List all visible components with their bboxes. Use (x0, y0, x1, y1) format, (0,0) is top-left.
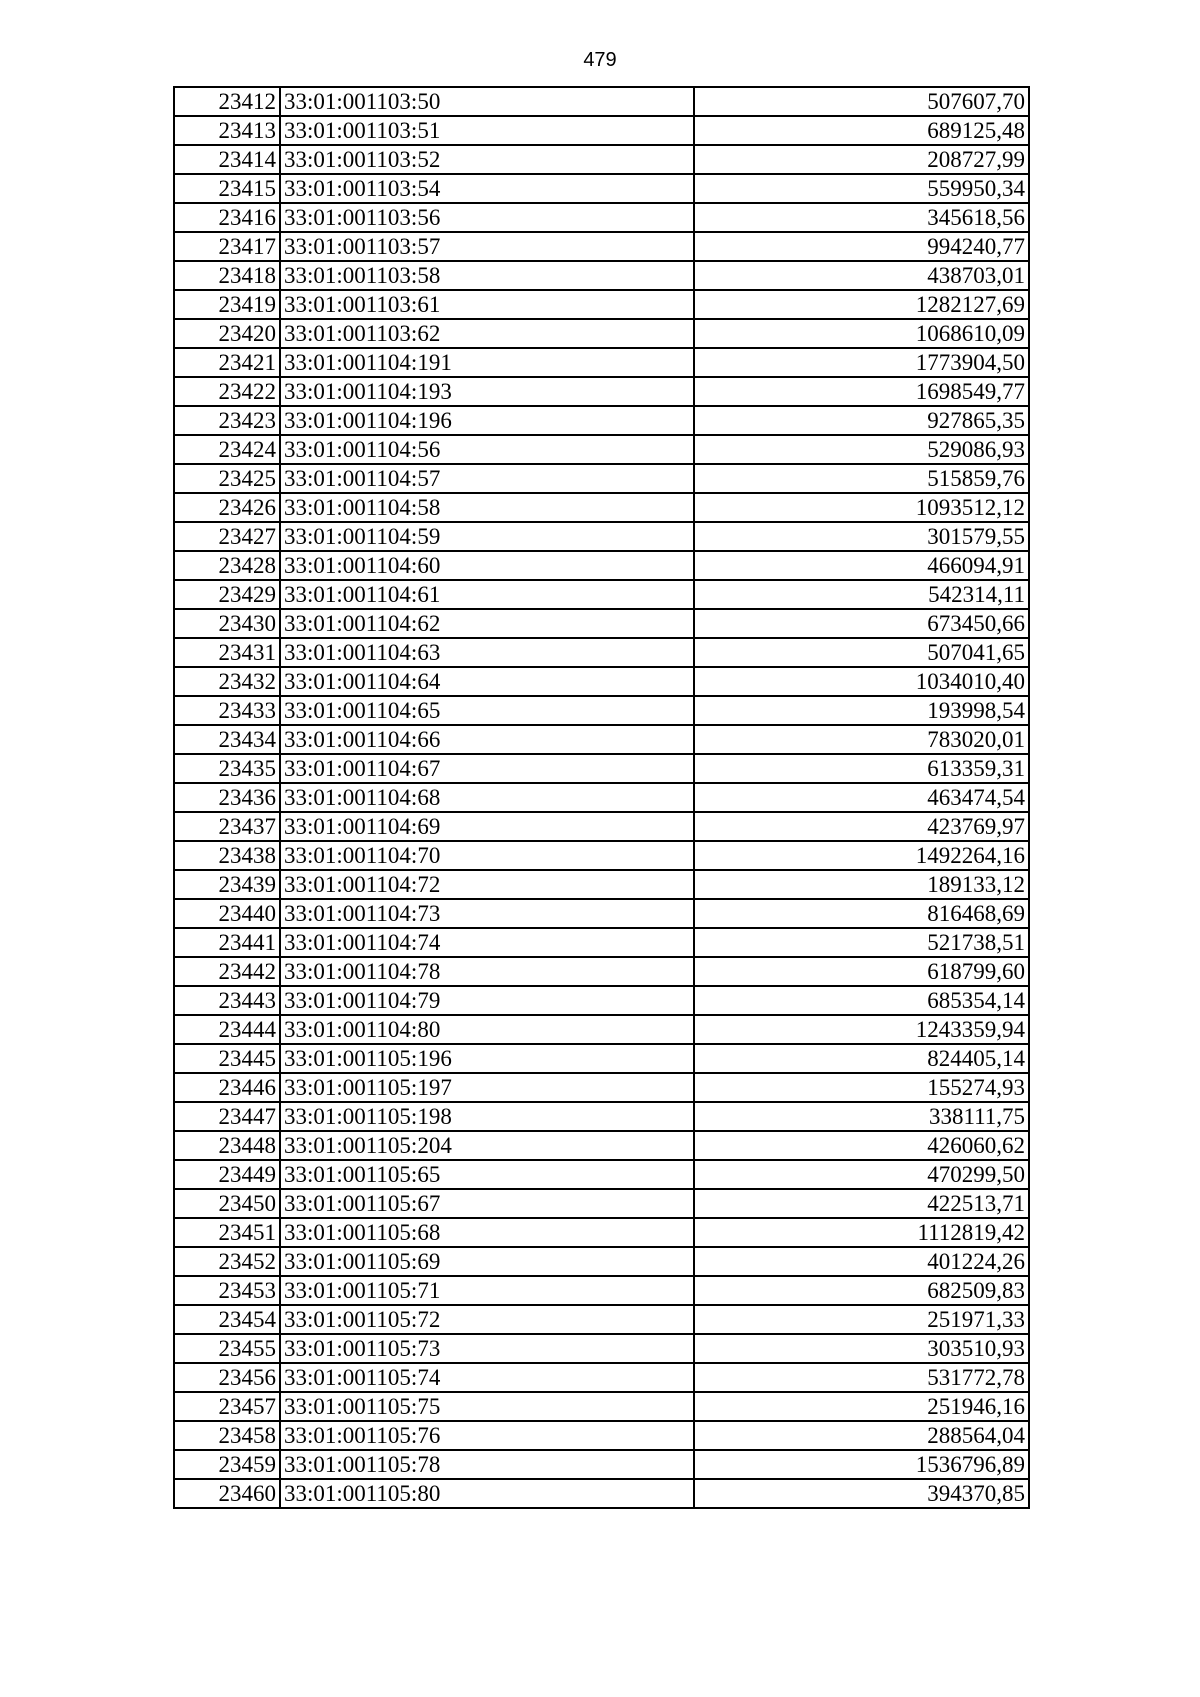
row-number-cell: 23448 (174, 1131, 280, 1160)
cadastral-number-cell: 33:01:001104:59 (280, 522, 694, 551)
row-number-cell: 23445 (174, 1044, 280, 1073)
table-row (174, 116, 1029, 145)
value-cell: 1112819,42 (694, 1218, 1029, 1247)
value-cell: 1492264,16 (694, 841, 1029, 870)
row-number-cell: 23444 (174, 1015, 280, 1044)
cadastral-number-cell: 33:01:001103:58 (280, 261, 694, 290)
row-number-cell: 23435 (174, 754, 280, 783)
value-cell: 155274,93 (694, 1073, 1029, 1102)
table-row (174, 841, 1029, 870)
cadastral-number-cell: 33:01:001103:51 (280, 116, 694, 145)
row-number-cell: 23458 (174, 1421, 280, 1450)
row-number-cell: 23451 (174, 1218, 280, 1247)
row-number-cell: 23426 (174, 493, 280, 522)
cadastral-number-cell: 33:01:001103:61 (280, 290, 694, 319)
row-number-cell: 23418 (174, 261, 280, 290)
cadastral-number-cell: 33:01:001105:68 (280, 1218, 694, 1247)
cadastral-number-cell: 33:01:001104:57 (280, 464, 694, 493)
row-number-cell: 23428 (174, 551, 280, 580)
value-cell: 401224,26 (694, 1247, 1029, 1276)
table-row (174, 1479, 1029, 1508)
table-row (174, 1392, 1029, 1421)
row-number-cell: 23415 (174, 174, 280, 203)
row-number-cell: 23420 (174, 319, 280, 348)
table-row (174, 435, 1029, 464)
value-cell: 463474,54 (694, 783, 1029, 812)
table-row (174, 1131, 1029, 1160)
row-number-cell: 23412 (174, 87, 280, 116)
registry-table (173, 86, 1030, 1509)
row-number-cell: 23434 (174, 725, 280, 754)
table-row (174, 1305, 1029, 1334)
table-row (174, 783, 1029, 812)
cadastral-number-cell: 33:01:001104:79 (280, 986, 694, 1015)
table-row (174, 1102, 1029, 1131)
table-row (174, 290, 1029, 319)
table-row (174, 1363, 1029, 1392)
row-number-cell: 23447 (174, 1102, 280, 1131)
row-number-cell: 23436 (174, 783, 280, 812)
cadastral-number-cell: 33:01:001104:80 (280, 1015, 694, 1044)
page-number: 479 (583, 49, 617, 71)
row-number-cell: 23450 (174, 1189, 280, 1218)
cadastral-number-cell: 33:01:001104:191 (280, 348, 694, 377)
cadastral-number-cell: 33:01:001105:80 (280, 1479, 694, 1508)
value-cell: 394370,85 (694, 1479, 1029, 1508)
row-number-cell: 23423 (174, 406, 280, 435)
value-cell: 613359,31 (694, 754, 1029, 783)
cadastral-number-cell: 33:01:001104:69 (280, 812, 694, 841)
cadastral-number-cell: 33:01:001105:72 (280, 1305, 694, 1334)
cadastral-number-cell: 33:01:001104:64 (280, 667, 694, 696)
row-number-cell: 23431 (174, 638, 280, 667)
row-number-cell: 23457 (174, 1392, 280, 1421)
cadastral-number-cell: 33:01:001103:50 (280, 87, 694, 116)
cadastral-number-cell: 33:01:001104:62 (280, 609, 694, 638)
cadastral-number-cell: 33:01:001105:71 (280, 1276, 694, 1305)
table-row (174, 348, 1029, 377)
row-number-cell: 23422 (174, 377, 280, 406)
value-cell: 470299,50 (694, 1160, 1029, 1189)
value-cell: 531772,78 (694, 1363, 1029, 1392)
value-cell: 618799,60 (694, 957, 1029, 986)
table-row (174, 1015, 1029, 1044)
value-cell: 251946,16 (694, 1392, 1029, 1421)
value-cell: 1282127,69 (694, 290, 1029, 319)
table-row (174, 986, 1029, 1015)
table-row (174, 1073, 1029, 1102)
cadastral-number-cell: 33:01:001104:61 (280, 580, 694, 609)
cadastral-number-cell: 33:01:001105:73 (280, 1334, 694, 1363)
table-row (174, 870, 1029, 899)
row-number-cell: 23439 (174, 870, 280, 899)
cadastral-number-cell: 33:01:001103:52 (280, 145, 694, 174)
value-cell: 507607,70 (694, 87, 1029, 116)
table-row (174, 377, 1029, 406)
value-cell: 507041,65 (694, 638, 1029, 667)
value-cell: 438703,01 (694, 261, 1029, 290)
value-cell: 193998,54 (694, 696, 1029, 725)
value-cell: 423769,97 (694, 812, 1029, 841)
table-row (174, 1044, 1029, 1073)
table-row (174, 493, 1029, 522)
cadastral-number-cell: 33:01:001105:76 (280, 1421, 694, 1450)
value-cell: 301579,55 (694, 522, 1029, 551)
cadastral-number-cell: 33:01:001104:193 (280, 377, 694, 406)
table-row (174, 580, 1029, 609)
row-number-cell: 23425 (174, 464, 280, 493)
row-number-cell: 23427 (174, 522, 280, 551)
row-number-cell: 23419 (174, 290, 280, 319)
value-cell: 1773904,50 (694, 348, 1029, 377)
value-cell: 515859,76 (694, 464, 1029, 493)
value-cell: 529086,93 (694, 435, 1029, 464)
value-cell: 251971,33 (694, 1305, 1029, 1334)
table-row (174, 464, 1029, 493)
cadastral-number-cell: 33:01:001104:56 (280, 435, 694, 464)
cadastral-number-cell: 33:01:001104:78 (280, 957, 694, 986)
table-row (174, 696, 1029, 725)
table-body (174, 87, 1029, 1508)
table-row (174, 812, 1029, 841)
value-cell: 208727,99 (694, 145, 1029, 174)
table-row (174, 667, 1029, 696)
row-number-cell: 23459 (174, 1450, 280, 1479)
value-cell: 521738,51 (694, 928, 1029, 957)
row-number-cell: 23417 (174, 232, 280, 261)
cadastral-number-cell: 33:01:001105:67 (280, 1189, 694, 1218)
table-row (174, 551, 1029, 580)
value-cell: 994240,77 (694, 232, 1029, 261)
row-number-cell: 23438 (174, 841, 280, 870)
cadastral-number-cell: 33:01:001105:196 (280, 1044, 694, 1073)
table-row (174, 203, 1029, 232)
value-cell: 466094,91 (694, 551, 1029, 580)
value-cell: 673450,66 (694, 609, 1029, 638)
cadastral-number-cell: 33:01:001104:60 (280, 551, 694, 580)
cadastral-number-cell: 33:01:001103:54 (280, 174, 694, 203)
table-row (174, 928, 1029, 957)
cadastral-number-cell: 33:01:001104:68 (280, 783, 694, 812)
value-cell: 816468,69 (694, 899, 1029, 928)
cadastral-number-cell: 33:01:001104:72 (280, 870, 694, 899)
cadastral-number-cell: 33:01:001104:73 (280, 899, 694, 928)
row-number-cell: 23449 (174, 1160, 280, 1189)
table-row (174, 232, 1029, 261)
cadastral-number-cell: 33:01:001104:63 (280, 638, 694, 667)
row-number-cell: 23414 (174, 145, 280, 174)
cadastral-number-cell: 33:01:001104:65 (280, 696, 694, 725)
table-row (174, 1421, 1029, 1450)
value-cell: 189133,12 (694, 870, 1029, 899)
value-cell: 1536796,89 (694, 1450, 1029, 1479)
value-cell: 1068610,09 (694, 319, 1029, 348)
row-number-cell: 23443 (174, 986, 280, 1015)
value-cell: 1698549,77 (694, 377, 1029, 406)
cadastral-number-cell: 33:01:001103:57 (280, 232, 694, 261)
cadastral-number-cell: 33:01:001104:58 (280, 493, 694, 522)
cadastral-number-cell: 33:01:001104:74 (280, 928, 694, 957)
table-row (174, 522, 1029, 551)
value-cell: 303510,93 (694, 1334, 1029, 1363)
row-number-cell: 23442 (174, 957, 280, 986)
value-cell: 682509,83 (694, 1276, 1029, 1305)
table-row (174, 1450, 1029, 1479)
table-row (174, 957, 1029, 986)
row-number-cell: 23437 (174, 812, 280, 841)
table-row (174, 754, 1029, 783)
value-cell: 783020,01 (694, 725, 1029, 754)
cadastral-number-cell: 33:01:001105:69 (280, 1247, 694, 1276)
cadastral-number-cell: 33:01:001104:70 (280, 841, 694, 870)
table-row (174, 1334, 1029, 1363)
table-row (174, 1218, 1029, 1247)
row-number-cell: 23452 (174, 1247, 280, 1276)
value-cell: 422513,71 (694, 1189, 1029, 1218)
table-row (174, 406, 1029, 435)
value-cell: 927865,35 (694, 406, 1029, 435)
row-number-cell: 23432 (174, 667, 280, 696)
table-row (174, 1160, 1029, 1189)
value-cell: 559950,34 (694, 174, 1029, 203)
cadastral-number-cell: 33:01:001103:62 (280, 319, 694, 348)
value-cell: 689125,48 (694, 116, 1029, 145)
row-number-cell: 23440 (174, 899, 280, 928)
value-cell: 1243359,94 (694, 1015, 1029, 1044)
value-cell: 288564,04 (694, 1421, 1029, 1450)
cadastral-number-cell: 33:01:001104:66 (280, 725, 694, 754)
value-cell: 1034010,40 (694, 667, 1029, 696)
value-cell: 542314,11 (694, 580, 1029, 609)
row-number-cell: 23456 (174, 1363, 280, 1392)
cadastral-number-cell: 33:01:001105:78 (280, 1450, 694, 1479)
cadastral-number-cell: 33:01:001105:75 (280, 1392, 694, 1421)
value-cell: 426060,62 (694, 1131, 1029, 1160)
value-cell: 685354,14 (694, 986, 1029, 1015)
row-number-cell: 23413 (174, 116, 280, 145)
cadastral-number-cell: 33:01:001103:56 (280, 203, 694, 232)
table-row (174, 1189, 1029, 1218)
table-row (174, 174, 1029, 203)
row-number-cell: 23430 (174, 609, 280, 638)
table-row (174, 1276, 1029, 1305)
row-number-cell: 23421 (174, 348, 280, 377)
cadastral-number-cell: 33:01:001105:197 (280, 1073, 694, 1102)
cadastral-number-cell: 33:01:001105:198 (280, 1102, 694, 1131)
table-row (174, 87, 1029, 116)
cadastral-number-cell: 33:01:001104:196 (280, 406, 694, 435)
row-number-cell: 23455 (174, 1334, 280, 1363)
table-row (174, 1247, 1029, 1276)
cadastral-number-cell: 33:01:001104:67 (280, 754, 694, 783)
row-number-cell: 23424 (174, 435, 280, 464)
table-row (174, 725, 1029, 754)
table-row (174, 609, 1029, 638)
row-number-cell: 23454 (174, 1305, 280, 1334)
cadastral-number-cell: 33:01:001105:74 (280, 1363, 694, 1392)
cadastral-number-cell: 33:01:001105:204 (280, 1131, 694, 1160)
table-row (174, 145, 1029, 174)
value-cell: 345618,56 (694, 203, 1029, 232)
cadastral-number-cell: 33:01:001105:65 (280, 1160, 694, 1189)
table-row (174, 261, 1029, 290)
row-number-cell: 23429 (174, 580, 280, 609)
table-row (174, 319, 1029, 348)
value-cell: 338111,75 (694, 1102, 1029, 1131)
table-row (174, 899, 1029, 928)
value-cell: 1093512,12 (694, 493, 1029, 522)
value-cell: 824405,14 (694, 1044, 1029, 1073)
row-number-cell: 23453 (174, 1276, 280, 1305)
row-number-cell: 23460 (174, 1479, 280, 1508)
row-number-cell: 23416 (174, 203, 280, 232)
table-row (174, 638, 1029, 667)
row-number-cell: 23441 (174, 928, 280, 957)
row-number-cell: 23446 (174, 1073, 280, 1102)
row-number-cell: 23433 (174, 696, 280, 725)
